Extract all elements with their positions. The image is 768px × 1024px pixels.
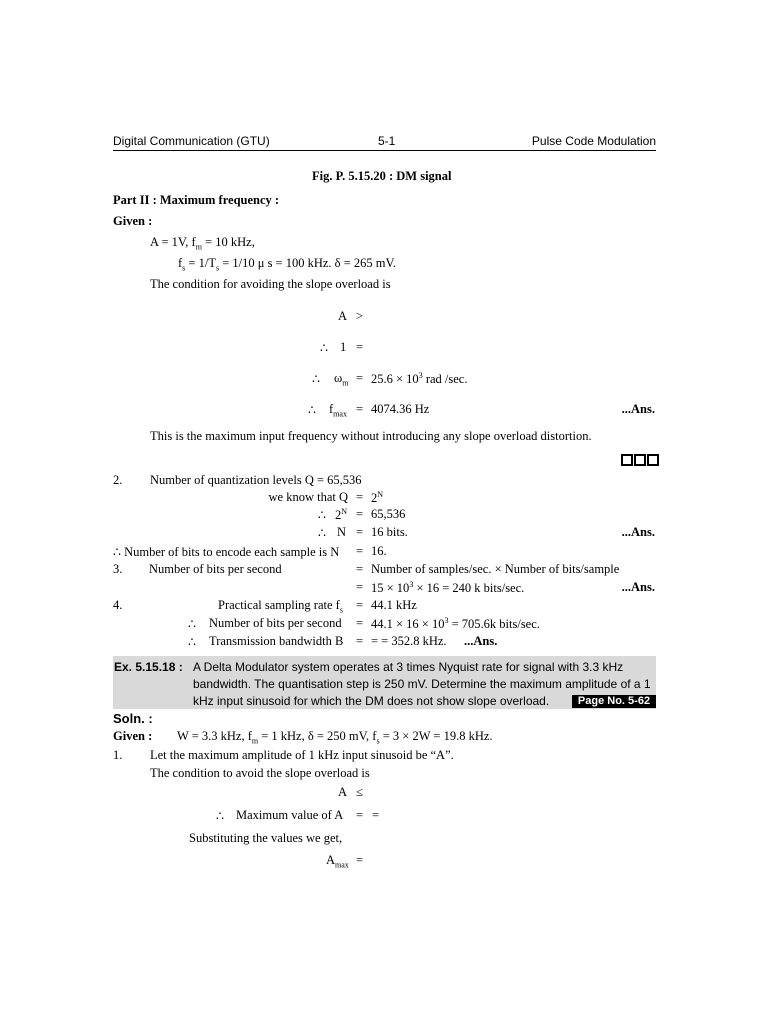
- item2-text: Number of quantization levels Q = 65,536: [150, 473, 362, 487]
- header-left: Digital Communication (GTU): [113, 134, 270, 148]
- answer-marker: ...Ans.: [621, 402, 655, 416]
- part2-eq4-rhs: 4074.36 Hz: [371, 402, 430, 416]
- item4-r2-rhs: $44.1 \times 16 \times 10^3 = 705.6k$ bits/sec.: [371, 616, 540, 632]
- part2-eq3-rhs: $25.6 \times 10^3$ rad /sec.: [371, 371, 468, 387]
- solution-eq2-lhs: Maximum value of A: [236, 808, 344, 822]
- example-label: Ex. 5.15.18 :: [114, 660, 183, 674]
- example-line2: bandwidth. The quantisation step is 250 mV. Determine the maximum amplitude of a 1: [193, 677, 651, 691]
- item3-lhs: Number of bits per second: [149, 562, 282, 576]
- part2-heading: Part II : Maximum frequency :: [113, 193, 280, 207]
- item2-r1-lhs: we know that Q: [268, 490, 348, 504]
- therefore-symbol: ∴: [216, 809, 224, 823]
- solution-condition: The condition to avoid the slope overload is: [150, 766, 370, 780]
- item2-r4-lhs: ∴ Number of bits to encode each sample is N: [113, 545, 340, 559]
- item3-number: 3.: [113, 562, 123, 576]
- therefore-symbol: ∴: [318, 508, 326, 522]
- part2-condition: The condition for avoiding the slope overload is: [150, 277, 391, 291]
- item2-r1-op: =: [356, 490, 364, 504]
- item4-r1-rhs: 44.1 kHz: [371, 598, 417, 612]
- therefore-symbol: ∴: [308, 403, 316, 417]
- part2-conclusion: This is the maximum input frequency without introducing any slope overload distortion.: [150, 429, 592, 443]
- item3-r2-op: =: [356, 580, 364, 594]
- item4-r3-lhs: Transmission bandwidth B: [209, 634, 344, 648]
- part2-eq1-op: >: [356, 309, 364, 323]
- solution-substitute-text: Substituting the values we get,: [189, 831, 343, 845]
- item2-r2-op: =: [356, 507, 364, 521]
- item4-r2-op: =: [356, 616, 364, 630]
- therefore-symbol: ∴: [188, 617, 196, 631]
- solution-given-text: W = 3.3 kHz, $f_m = 1$ kHz, δ = 250 mV, $f_s = 3 \times 2W = 19.8$ kHz.: [177, 729, 493, 746]
- therefore-symbol: ∴: [320, 341, 328, 355]
- part2-eq2-lhs: 1: [340, 340, 347, 354]
- part2-eq2-op: =: [356, 340, 364, 354]
- solution-step1-number: 1.: [113, 748, 123, 762]
- item4-r3-op: =: [356, 634, 364, 648]
- answer-marker: ...Ans.: [464, 634, 498, 648]
- item4-r1-lhs: Practical sampling rate $f_s$: [218, 598, 343, 615]
- example-line3: kHz input sinusoid for which the DM does not show slope overload.: [193, 694, 550, 708]
- header-page-number: 5-1: [378, 134, 396, 148]
- part2-given-line2: $f_s = 1/T_s = 1/10$ μ s = 100 kHz. δ = 265 mV.: [178, 256, 397, 273]
- item4-r1-op: =: [356, 598, 364, 612]
- item2-r2-rhs: 65,536: [371, 507, 406, 521]
- part2-eq4-lhs: $f_{max}$: [329, 402, 347, 419]
- solution-eq3-op: =: [356, 853, 364, 867]
- item2-r3-lhs: N: [337, 525, 347, 539]
- solution-given-label: Given :: [113, 729, 153, 743]
- part2-given-label: Given :: [113, 214, 153, 228]
- item3-r1-op: =: [356, 562, 364, 576]
- solution-eq2-op: =: [356, 808, 364, 822]
- solution-eq1-op: ≤: [356, 785, 363, 799]
- end-of-section-boxes: [621, 453, 660, 471]
- part2-given-line1: A = 1V, $f_m = 10$ kHz,: [150, 235, 255, 252]
- therefore-symbol: ∴: [188, 635, 196, 649]
- item2-number: 2.: [113, 473, 123, 487]
- header-rule: [113, 150, 656, 151]
- item2-r4-op: =: [356, 544, 364, 558]
- solution-eq3-lhs: $A_{max}$: [326, 853, 349, 870]
- solution-step1-text: Let the maximum amplitude of 1 kHz input sinusoid be “A”.: [150, 748, 454, 762]
- part2-eq3-lhs: $\omega_m$: [334, 371, 349, 388]
- item2-r1-rhs: $2^N$: [371, 490, 384, 506]
- item2-r4-rhs: 16.: [371, 544, 387, 558]
- answer-marker: ...Ans.: [621, 580, 655, 594]
- item2-r2-lhs: $2^N$: [335, 507, 348, 523]
- answer-marker: ...Ans.: [621, 525, 655, 539]
- part2-eq3-op: =: [356, 371, 364, 385]
- page-number-badge: Page No. 5-62: [572, 695, 656, 708]
- part2-eq4-op: =: [356, 402, 364, 416]
- item2-r3-op: =: [356, 525, 364, 539]
- item2-r3-rhs: 16 bits.: [371, 525, 408, 539]
- therefore-symbol: ∴: [318, 526, 326, 540]
- figure-caption: Fig. P. 5.15.20 : DM signal: [312, 169, 452, 183]
- header-right: Pulse Code Modulation: [531, 134, 656, 148]
- item4-number: 4.: [113, 598, 123, 612]
- solution-eq2-rhs: =: [372, 808, 380, 822]
- item4-r2-lhs: Number of bits per second: [209, 616, 342, 630]
- solution-eq1-lhs: A: [338, 785, 348, 799]
- item3-r2-rhs: $15 \times 10^3 \times 16 = 240$ k bits/sec.: [371, 580, 525, 596]
- item4-r3-rhs: = = 352.8 kHz.: [371, 634, 447, 648]
- therefore-symbol: ∴: [312, 372, 320, 386]
- item3-r1-rhs: Number of samples/sec. × Number of bits/sample: [371, 562, 620, 576]
- solution-heading: Soln. :: [113, 711, 153, 726]
- part2-eq1-lhs: A: [338, 309, 348, 323]
- example-line1: A Delta Modulator system operates at 3 times Nyquist rate for signal with 3.3 kHz: [193, 660, 624, 674]
